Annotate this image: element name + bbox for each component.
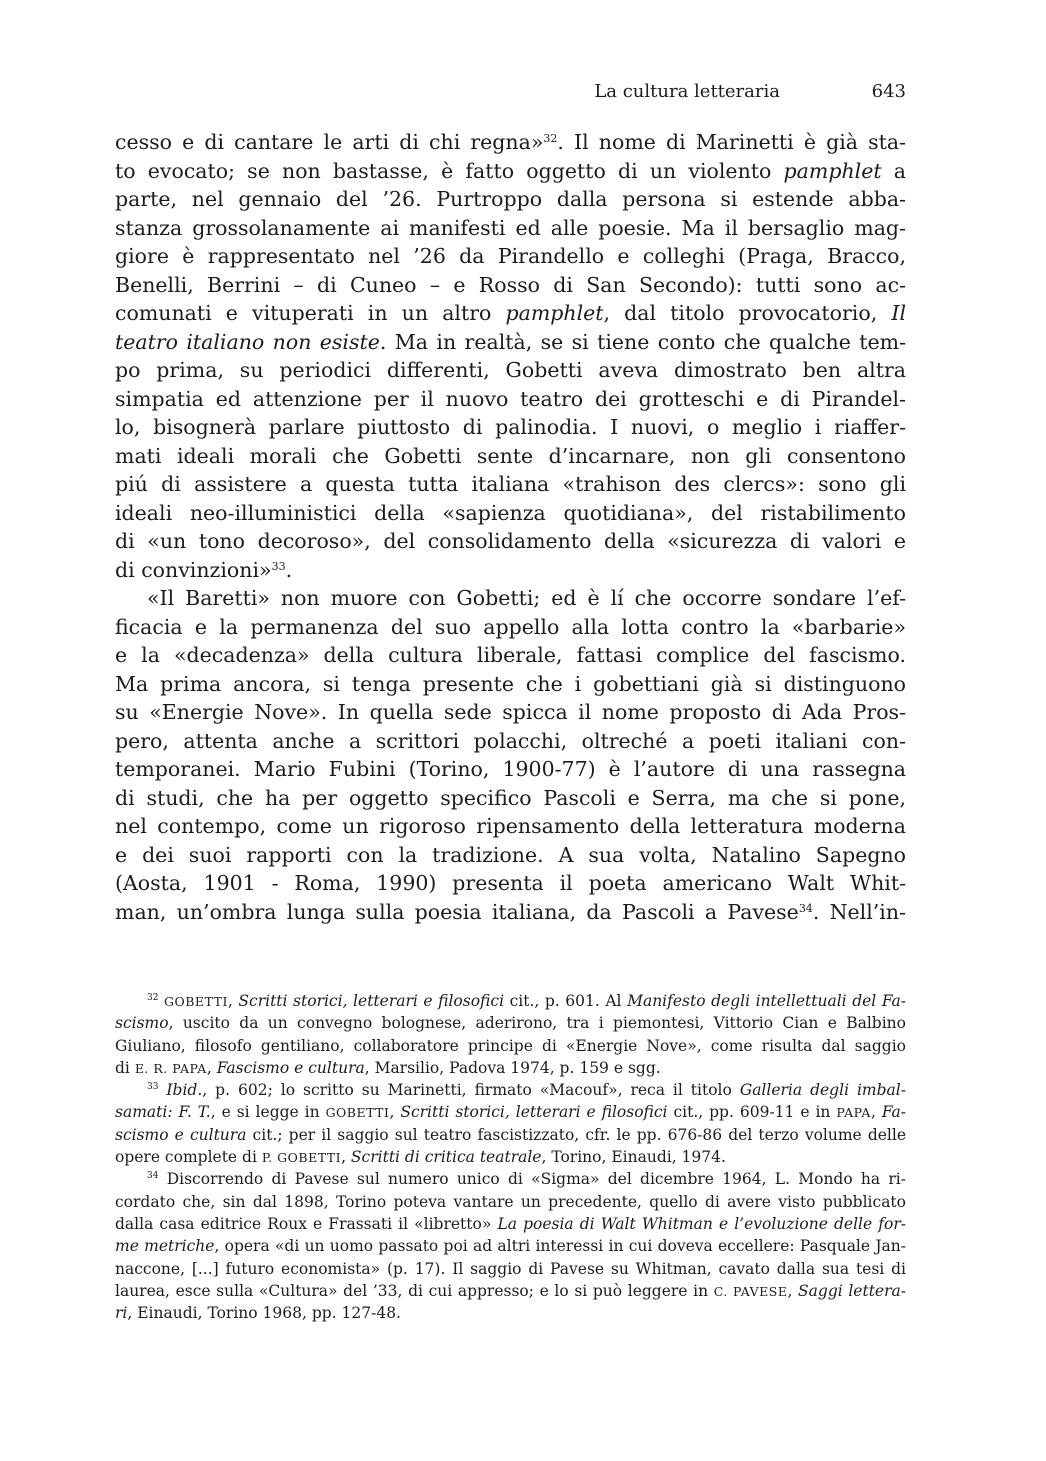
text-line: man, un’ombra lunga sulla poesia italiana, da Pascoli a Pavese$^{34}$. Nell’in- — [115, 899, 906, 924]
text-line: lo, bisognerà parlare piuttosto di palinodia. I nuovi, o meglio i riaffer- — [115, 415, 906, 439]
text-line: pero, attenta anche a scrittori polacchi, oltreché a poeti italiani con- — [115, 728, 906, 753]
text-line: temporanei. Mario Fubini (Torino, 1900-77) è l’autore di una rassegna — [115, 757, 906, 781]
footnote-line: scismo, uscito da un convegno bolognese, aderirono, tra i piemontesi, Vittorio Cian e Balbino — [115, 1014, 906, 1033]
footnote-32: $^{32}$ GOBETTI, Scritti storici, letterari e filosofici cit., p. 601. Al Manifesto degli intellettuali del Fa- — [147, 992, 906, 1010]
text-line: su «Energie Nove». In quella sede spicca il nome proposto di Ada Pros- — [115, 700, 906, 724]
footnotes — [115, 990, 906, 1324]
text-line: teatro italiano non esiste. Ma in realtà, se si tiene conto che qualche tem- — [115, 329, 907, 354]
text-line: ficacia e la permanenza del suo appello alla lotta contro la «barbarie» — [115, 614, 906, 639]
text-line: stanza grossolanamente ai manifesti ed alle poesie. Ma il bersaglio mag- — [115, 215, 906, 240]
footnote-line: me metriche, opera «di un uomo passato poi ad altri interessi in cui doveva eccellere: Pasquale Jan- — [115, 1237, 906, 1256]
text-line: po prima, su periodici differenti, Gobetti aveva dimostrato ben altra — [115, 358, 906, 382]
text-line: (Aosta, 1901 - Roma, 1990) presenta il poeta americano Walt Whit- — [115, 871, 906, 895]
text-line: nel contempo, come un rigoroso ripensamento della letteratura moderna — [115, 814, 906, 838]
text-line: piú di assistere a questa tutta italiana «trahison des clercs»: sono gli — [115, 472, 906, 496]
footnote-line: dalla casa editrice Roux e Frassati il «libretto» La poesia di Walt Whitman e l’evoluzione delle for- — [115, 1214, 906, 1233]
text-line: Benelli, Berrini – di Cuneo – e Rosso di San Secondo): tutti sono ac- — [115, 272, 906, 297]
text-line: di convinzioni»$^{33}$. — [115, 557, 293, 582]
page-number: 643 — [871, 81, 906, 102]
text-line: e la «decadenza» della cultura liberale, fattasi complice del fascismo. — [115, 643, 906, 667]
footnote-ref-32: 32 — [543, 132, 558, 145]
text-line: simpatia ed attenzione per il nuovo teatro dei grotteschi e di Pirandel- — [115, 386, 906, 411]
footnote-34: $^{34}$ Discorrendo di Pavese sul numero unico di «Sigma» del dicembre 1964, L. Mondo ha ri- — [147, 1170, 906, 1189]
footnote-line: samati: F. T., e si legge in GOBETTI, Scritti storici, letterari e filosofici cit., pp. 609-11 e in PAPA, Fa- — [115, 1103, 907, 1122]
footnote-line: di E. R. PAPA, Fascismo e cultura, Marsilio, Padova 1974, p. 159 e sgg. — [115, 1058, 661, 1077]
footnote-line: scismo e cultura cit.; per il saggio sul teatro fascistizzato, cfr. le pp. 676-86 del terzo volume delle — [115, 1125, 907, 1144]
footnote-ref-33: 33 — [271, 559, 286, 573]
text-line: to evocato; se non bastasse, è fatto oggetto di un violento pamphlet a — [115, 158, 906, 183]
text-line: parte, nel gennaio del ’26. Purtroppo dalla persona si estende abba- — [115, 187, 906, 211]
text-line: e dei suoi rapporti con la tradizione. A sua volta, Natalino Sapegno — [115, 842, 906, 867]
text-line: di «un tono decoroso», del consolidamento della «sicurezza di valori e — [115, 529, 906, 553]
running-header — [115, 81, 906, 111]
footnote-line: laurea, esce sulla «Cultura» del ’33, di cui appresso; e lo si può leggere in C. PAVESE, Saggi lettera- — [115, 1281, 906, 1300]
running-title: La cultura letteraria — [594, 81, 780, 102]
text-line: cesso e di cantare le arti di chi regna»$^{32}$. Il nome di Marinetti è già sta- — [115, 130, 906, 154]
text-line: ideali neo-illuministici della «sapienza quotidiana», del ristabilimento — [115, 500, 906, 525]
text-line: di studi, che ha per oggetto specifico Pascoli e Serra, ma che si pone, — [115, 785, 906, 810]
text-line: Ma prima ancora, si tenga presente che i gobettiani già si distinguono — [115, 671, 906, 696]
footnote-line: Giuliano, filosofo gentiliano, collaboratore principe di «Energie Nove», come risulta dal saggio — [115, 1036, 906, 1055]
footnote-line: cordato che, sin dal 1898, Torino poteva vantare un precedente, quello di avere visto pubblicato — [115, 1192, 906, 1211]
footnote-line: naccone, [...] futuro economista» (p. 17). Il saggio di Pavese su Whitman, cavato dalla sua tesi di — [115, 1259, 906, 1278]
main-text — [115, 128, 906, 926]
text-line: comunati e vituperati in un altro pamphlet, dal titolo provocatorio, Il — [115, 301, 906, 325]
text-line: giore è rappresentato nel ’26 da Pirandello e colleghi (Praga, Bracco, — [115, 244, 906, 268]
footnote-line: ri, Einaudi, Torino 1968, pp. 127-48. — [115, 1304, 401, 1323]
footnote-line: opere complete di P. GOBETTI, Scritti di critica teatrale, Torino, Einaudi, 1974. — [115, 1148, 726, 1167]
text-line: mati ideali morali che Gobetti sente d’incarnare, non gli consentono — [115, 443, 906, 468]
footnote-ref-34: 34 — [798, 901, 813, 915]
text-line: «Il Baretti» non muore con Gobetti; ed è lí che occorre sondare l’ef- — [147, 586, 906, 610]
footnote-33: $^{33}$ Ibid., p. 602; lo scritto su Marinetti, firmato «Macouf», reca il titolo Galleria degli imbal- — [147, 1081, 906, 1100]
